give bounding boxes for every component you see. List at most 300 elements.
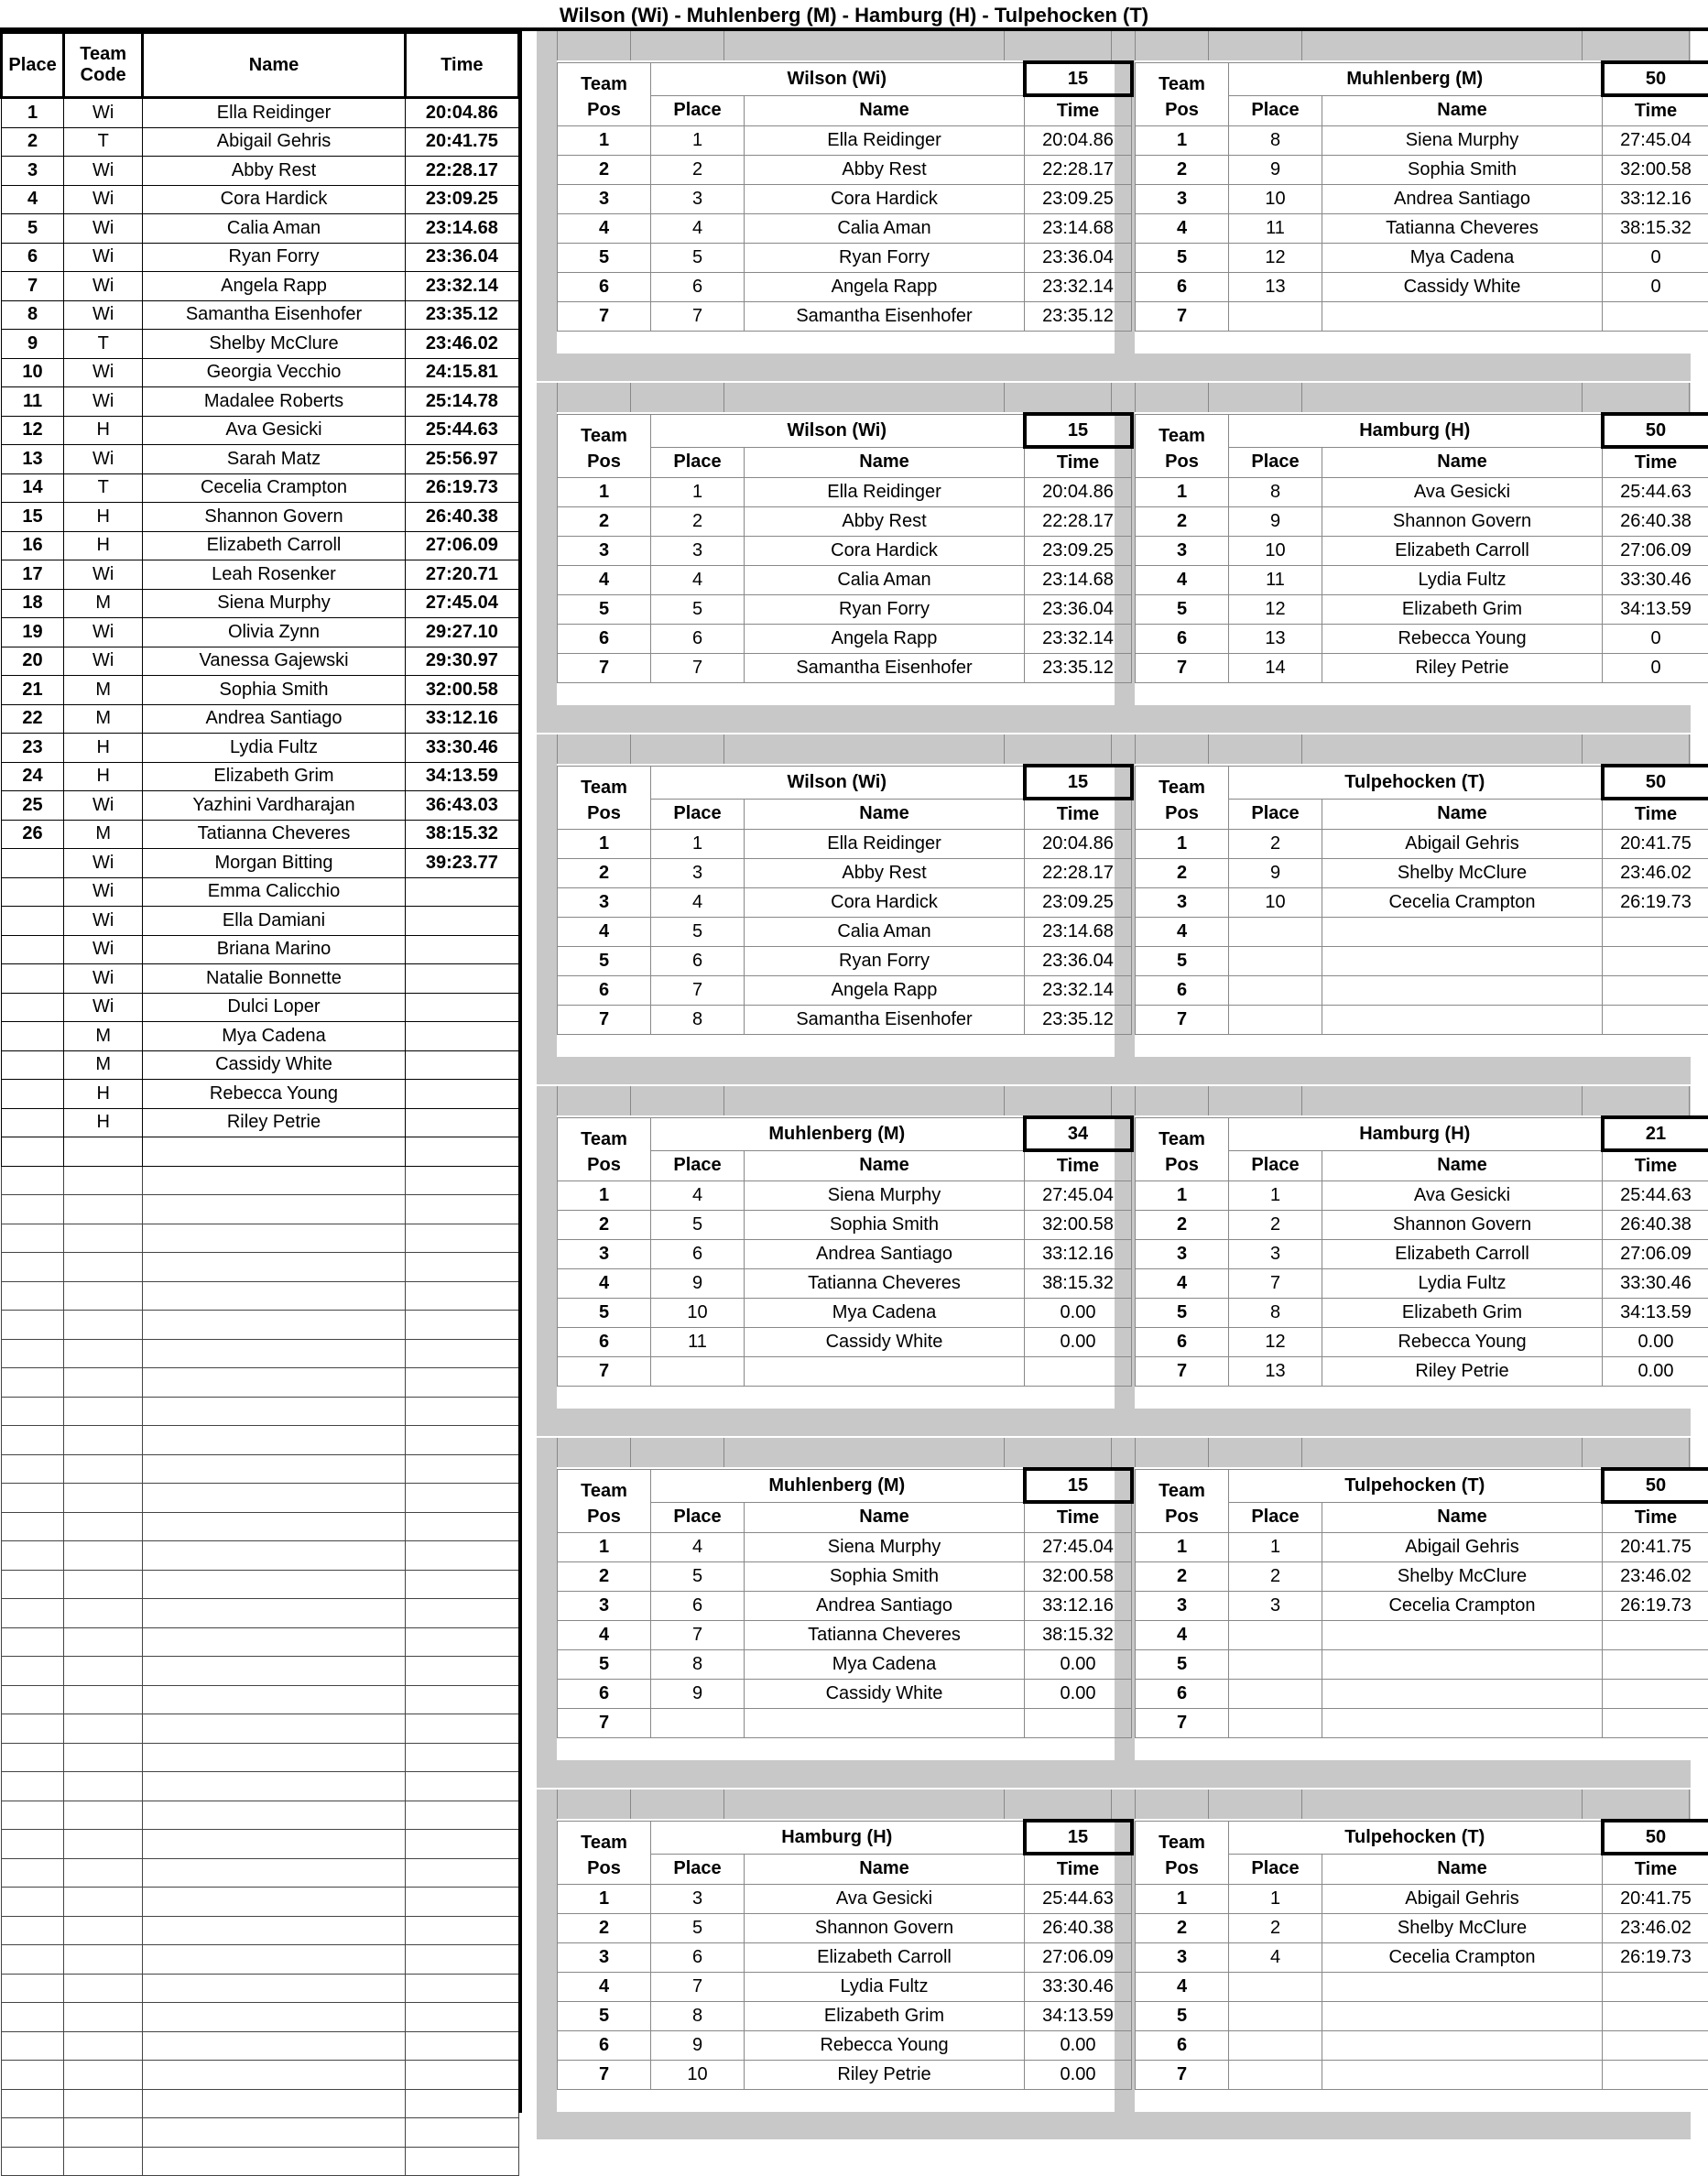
- table-row: [2, 2089, 519, 2118]
- overall-cell-code: Wi: [64, 214, 143, 244]
- column-header-row: [1136, 95, 1708, 126]
- overall-cell-place: 19: [2, 618, 64, 647]
- table-row: [1136, 214, 1708, 244]
- overall-cell-code: Wi: [64, 157, 143, 186]
- overall-cell-name: [143, 1888, 406, 1917]
- team-score: 50: [1603, 766, 1708, 799]
- place: 14: [1229, 654, 1322, 683]
- table-row: [2, 560, 519, 590]
- team-pos: 3: [558, 185, 651, 214]
- runner-time: [1603, 976, 1708, 1006]
- place: 9: [651, 1269, 745, 1299]
- strip-divider: [1111, 1086, 1112, 1115]
- team-score: 15: [1025, 62, 1132, 95]
- runner-time: 23:35.12: [1025, 1006, 1132, 1035]
- overall-cell-name: Leah Rosenker: [143, 560, 406, 590]
- team-pos: 6: [1136, 625, 1229, 654]
- team-pos: 5: [558, 244, 651, 273]
- overall-cell-place: [2, 2147, 64, 2176]
- runner-name: Andrea Santiago: [1322, 185, 1603, 214]
- place: 5: [651, 1562, 745, 1592]
- table-row: [2, 849, 519, 878]
- runner-name: Tatianna Cheveres: [745, 1621, 1025, 1650]
- overall-cell-name: [143, 1858, 406, 1888]
- team-pos: 6: [558, 625, 651, 654]
- overall-cell-time: 26:40.38: [405, 503, 518, 532]
- table-row: [2, 157, 519, 186]
- table-row: [1136, 273, 1708, 302]
- runner-name: Siena Murphy: [745, 1181, 1025, 1211]
- runner-time: 23:36.04: [1025, 595, 1132, 625]
- runner-name: Ella Reidinger: [745, 830, 1025, 859]
- team-header-row: [1136, 1821, 1708, 1854]
- runner-name: Angela Rapp: [745, 273, 1025, 302]
- strip-divider: [723, 1790, 724, 1819]
- table-row: [2, 1050, 519, 1080]
- overall-cell-code: Wi: [64, 272, 143, 301]
- table-row: [558, 1709, 1132, 1738]
- team-score: 21: [1603, 1117, 1708, 1150]
- overall-cell-name: [143, 1945, 406, 1975]
- place: [1229, 2031, 1322, 2061]
- overall-cell-time: [405, 1541, 518, 1571]
- column-header-row: [1136, 1150, 1708, 1181]
- overall-cell-code: [64, 1801, 143, 1830]
- strip-divider: [557, 383, 558, 412]
- team-label: Team: [558, 766, 651, 799]
- team-name: Muhlenberg (M): [1229, 62, 1603, 95]
- team-pos: 6: [558, 1328, 651, 1357]
- team-name: Muhlenberg (M): [651, 1117, 1025, 1150]
- overall-cell-place: [2, 1050, 64, 1080]
- overall-cell-name: [143, 2118, 406, 2148]
- left-gutter: [537, 1467, 557, 1760]
- table-row: [558, 1680, 1132, 1709]
- overall-cell-time: [405, 993, 518, 1022]
- place: 13: [1229, 1357, 1322, 1387]
- runner-name: Cora Hardick: [745, 888, 1025, 918]
- table-row: [558, 1533, 1132, 1562]
- team-label: Team: [1136, 414, 1229, 447]
- table-row: [558, 1914, 1132, 1943]
- overall-cell-time: [405, 2147, 518, 2176]
- place: 5: [651, 1914, 745, 1943]
- overall-cell-time: [405, 2061, 518, 2090]
- table-row: [558, 625, 1132, 654]
- runner-time: 23:32.14: [1025, 976, 1132, 1006]
- runner-name: Cora Hardick: [745, 537, 1025, 566]
- table-row: [1136, 888, 1708, 918]
- overall-cell-code: [64, 1830, 143, 1859]
- col-header-time: Time: [405, 33, 518, 98]
- dual-meet-block: [537, 1086, 1691, 1436]
- overall-cell-code: [64, 1945, 143, 1975]
- place-label: Place: [651, 799, 745, 830]
- strip-divider: [630, 734, 631, 764]
- overall-cell-name: Shelby McClure: [143, 330, 406, 359]
- place: 12: [1229, 1328, 1322, 1357]
- team-name: Hamburg (H): [651, 1821, 1025, 1854]
- team-pos: 7: [1136, 1709, 1229, 1738]
- team-pos: 4: [1136, 918, 1229, 947]
- name-label: Name: [745, 1150, 1025, 1181]
- runner-name: [1322, 1006, 1603, 1035]
- overall-cell-place: [2, 964, 64, 994]
- table-row: [1136, 1885, 1708, 1914]
- overall-cell-time: 24:15.81: [405, 358, 518, 387]
- table-row: [2, 1974, 519, 2003]
- place: 1: [651, 478, 745, 507]
- overall-cell-code: [64, 1166, 143, 1195]
- runner-time: 20:04.86: [1025, 126, 1132, 156]
- table-row: [1136, 537, 1708, 566]
- runner-name: Lydia Fultz: [745, 1973, 1025, 2002]
- runner-name: Mya Cadena: [745, 1299, 1025, 1328]
- place: 3: [651, 537, 745, 566]
- overall-cell-name: Lydia Fultz: [143, 734, 406, 763]
- runner-name: [1322, 1709, 1603, 1738]
- name-label: Name: [745, 447, 1025, 478]
- overall-cell-place: [2, 1685, 64, 1714]
- overall-cell-place: [2, 2031, 64, 2061]
- team-score: 15: [1025, 766, 1132, 799]
- overall-cell-name: [143, 1426, 406, 1455]
- overall-cell-name: [143, 1484, 406, 1513]
- overall-cell-name: [143, 1454, 406, 1484]
- runner-name: Calia Aman: [745, 214, 1025, 244]
- runner-name: Angela Rapp: [745, 625, 1025, 654]
- team-score-table-right: [1135, 1467, 1708, 1738]
- table-row: [558, 507, 1132, 537]
- place: 9: [1229, 507, 1322, 537]
- place-label: Place: [1229, 1854, 1322, 1885]
- overall-cell-code: [64, 1627, 143, 1657]
- overall-cell-code: [64, 1743, 143, 1772]
- table-row: [2, 445, 519, 474]
- left-gutter: [537, 764, 557, 1057]
- overall-cell-code: [64, 1714, 143, 1744]
- overall-cell-time: [405, 1050, 518, 1080]
- strip-divider: [1582, 1790, 1583, 1819]
- table-row: [558, 1592, 1132, 1621]
- overall-cell-time: [405, 1484, 518, 1513]
- runner-name: Andrea Santiago: [745, 1240, 1025, 1269]
- strip-divider: [1689, 31, 1690, 60]
- overall-cell-time: [405, 2031, 518, 2061]
- time-label: Time: [1603, 799, 1708, 830]
- table-row: [1136, 1269, 1708, 1299]
- column-header-row: [558, 1150, 1132, 1181]
- team-pos: 3: [1136, 888, 1229, 918]
- overall-cell-name: [143, 1714, 406, 1744]
- overall-cell-time: 33:12.16: [405, 704, 518, 734]
- overall-cell-code: [64, 1137, 143, 1167]
- runner-name: Riley Petrie: [1322, 1357, 1603, 1387]
- overall-cell-code: [64, 1224, 143, 1253]
- runner-name: Cora Hardick: [745, 185, 1025, 214]
- place: 3: [651, 185, 745, 214]
- column-header-row: [558, 1854, 1132, 1885]
- team-pos: 3: [558, 888, 651, 918]
- runner-name: Calia Aman: [745, 566, 1025, 595]
- table-row: [2, 762, 519, 791]
- table-row: [2, 1541, 519, 1571]
- overall-cell-place: [2, 2118, 64, 2148]
- place: 7: [1229, 1269, 1322, 1299]
- overall-cell-place: [2, 1974, 64, 2003]
- runner-time: 0.00: [1603, 1328, 1708, 1357]
- overall-cell-code: [64, 1657, 143, 1686]
- place: 4: [651, 888, 745, 918]
- overall-cell-code: Wi: [64, 300, 143, 330]
- overall-cell-code: M: [64, 589, 143, 618]
- team-label: Team: [1136, 62, 1229, 95]
- overall-cell-place: 13: [2, 445, 64, 474]
- overall-cell-name: [143, 1743, 406, 1772]
- overall-cell-name: [143, 1541, 406, 1571]
- overall-cell-place: [2, 1368, 64, 1398]
- runner-time: 38:15.32: [1025, 1621, 1132, 1650]
- strip-divider: [723, 383, 724, 412]
- table-row: [2, 98, 519, 128]
- runner-name: Mya Cadena: [745, 1650, 1025, 1680]
- place: [1229, 1621, 1322, 1650]
- overall-cell-time: [405, 1888, 518, 1917]
- time-label: Time: [1025, 95, 1132, 126]
- table-row: [2, 473, 519, 503]
- place: [651, 1709, 745, 1738]
- time-label: Time: [1025, 1854, 1132, 1885]
- runner-time: 32:00.58: [1025, 1211, 1132, 1240]
- strip-divider: [1135, 1790, 1136, 1819]
- overall-cell-name: Ava Gesicki: [143, 416, 406, 445]
- overall-cell-place: [2, 1541, 64, 1571]
- overall-cell-place: 6: [2, 243, 64, 272]
- team-pos: 2: [558, 1211, 651, 1240]
- place: 4: [1229, 1943, 1322, 1973]
- table-row: [2, 734, 519, 763]
- runner-time: 0.00: [1025, 1680, 1132, 1709]
- table-row: [1136, 947, 1708, 976]
- runner-name: Cassidy White: [1322, 273, 1603, 302]
- left-gutter: [537, 1819, 557, 2112]
- runner-name: Ava Gesicki: [1322, 1181, 1603, 1211]
- overall-cell-time: 34:13.59: [405, 762, 518, 791]
- table-row: [1136, 302, 1708, 332]
- team-pos: 7: [558, 302, 651, 332]
- place: [1229, 1680, 1322, 1709]
- runner-name: Elizabeth Grim: [1322, 595, 1603, 625]
- overall-cell-time: 20:04.86: [405, 98, 518, 128]
- place-label: Place: [1229, 1150, 1322, 1181]
- runner-name: Shelby McClure: [1322, 859, 1603, 888]
- table-row: [2, 1685, 519, 1714]
- overall-cell-place: [2, 1080, 64, 1109]
- overall-cell-place: [2, 1224, 64, 1253]
- runner-name: [1322, 947, 1603, 976]
- table-row: [1136, 654, 1708, 683]
- strip-divider: [1135, 1086, 1136, 1115]
- overall-cell-place: 23: [2, 734, 64, 763]
- place: 9: [1229, 156, 1322, 185]
- overall-cell-place: [2, 1108, 64, 1137]
- overall-cell-time: [405, 907, 518, 936]
- team-score-table-left: [557, 412, 1134, 683]
- overall-cell-time: 29:27.10: [405, 618, 518, 647]
- place: 6: [651, 1943, 745, 1973]
- overall-cell-name: Yazhini Vardharajan: [143, 791, 406, 821]
- runner-time: [1603, 302, 1708, 332]
- runner-time: [1603, 1973, 1708, 2002]
- runner-name: Elizabeth Carroll: [1322, 537, 1603, 566]
- pos-label: Pos: [1136, 1854, 1229, 1885]
- table-row: [2, 1224, 519, 1253]
- runner-time: 23:14.68: [1025, 918, 1132, 947]
- time-label: Time: [1603, 1150, 1708, 1181]
- place: [1229, 1650, 1322, 1680]
- overall-cell-code: Wi: [64, 618, 143, 647]
- table-row: [2, 1627, 519, 1657]
- overall-cell-time: [405, 1426, 518, 1455]
- overall-cell-name: [143, 1339, 406, 1368]
- overall-cell-name: Abby Rest: [143, 157, 406, 186]
- name-label: Name: [1322, 447, 1603, 478]
- runner-name: Lydia Fultz: [1322, 566, 1603, 595]
- team-pos: 1: [1136, 478, 1229, 507]
- place: 2: [1229, 830, 1322, 859]
- overall-cell-name: Sarah Matz: [143, 445, 406, 474]
- place: 9: [1229, 859, 1322, 888]
- table-row: [558, 654, 1132, 683]
- overall-cell-time: [405, 1512, 518, 1541]
- place: 4: [651, 1533, 745, 1562]
- overall-cell-time: [405, 1454, 518, 1484]
- overall-cell-code: H: [64, 1080, 143, 1109]
- overall-cell-code: T: [64, 473, 143, 503]
- team-pos: 5: [1136, 1299, 1229, 1328]
- table-row: [2, 993, 519, 1022]
- team-pos: 3: [558, 1240, 651, 1269]
- pos-label: Pos: [1136, 1150, 1229, 1181]
- overall-cell-place: [2, 1570, 64, 1599]
- overall-cell-time: [405, 1570, 518, 1599]
- table-row: [2, 1830, 519, 1859]
- strip-divider: [630, 1086, 631, 1115]
- overall-cell-time: 22:28.17: [405, 157, 518, 186]
- overall-cell-place: 22: [2, 704, 64, 734]
- overall-cell-code: [64, 1570, 143, 1599]
- overall-header-row: [2, 33, 519, 98]
- team-label: Team: [558, 62, 651, 95]
- runner-name: Abby Rest: [745, 507, 1025, 537]
- overall-cell-place: [2, 1714, 64, 1744]
- place: 8: [1229, 478, 1322, 507]
- overall-cell-name: [143, 1281, 406, 1311]
- runner-name: [1322, 976, 1603, 1006]
- overall-cell-code: [64, 1311, 143, 1340]
- runner-time: 26:40.38: [1025, 1914, 1132, 1943]
- table-row: [2, 1108, 519, 1137]
- overall-cell-code: [64, 1454, 143, 1484]
- runner-name: Ryan Forry: [745, 947, 1025, 976]
- pos-label: Pos: [1136, 1502, 1229, 1533]
- table-row: [2, 1599, 519, 1628]
- overall-cell-code: M: [64, 676, 143, 705]
- strip-divider: [1004, 383, 1005, 412]
- runner-time: 23:46.02: [1603, 1914, 1708, 1943]
- overall-cell-name: [143, 1974, 406, 2003]
- runner-name: Cecelia Crampton: [1322, 1592, 1603, 1621]
- runner-time: 33:12.16: [1025, 1240, 1132, 1269]
- overall-cell-place: 16: [2, 531, 64, 560]
- table-row: [558, 1650, 1132, 1680]
- name-label: Name: [745, 1854, 1025, 1885]
- team-pos: 3: [558, 1943, 651, 1973]
- overall-cell-time: [405, 1858, 518, 1888]
- overall-cell-name: Ryan Forry: [143, 243, 406, 272]
- pos-label: Pos: [558, 447, 651, 478]
- runner-time: [1025, 1709, 1132, 1738]
- footer-strip: [537, 1057, 1691, 1084]
- place: 6: [651, 625, 745, 654]
- team-pos: 7: [1136, 2061, 1229, 2090]
- team-header-row: [558, 414, 1132, 447]
- overall-cell-code: Wi: [64, 964, 143, 994]
- runner-name: [1322, 1973, 1603, 2002]
- place: 12: [1229, 244, 1322, 273]
- runner-time: 27:06.09: [1603, 537, 1708, 566]
- strip-divider: [1582, 31, 1583, 60]
- place: 2: [651, 507, 745, 537]
- overall-cell-place: [2, 1830, 64, 1859]
- team-pos: 3: [1136, 185, 1229, 214]
- place: 8: [651, 1650, 745, 1680]
- team-pos: 6: [1136, 1680, 1229, 1709]
- overall-cell-code: [64, 1281, 143, 1311]
- table-row: [2, 1714, 519, 1744]
- table-row: [1136, 918, 1708, 947]
- strip-divider: [1208, 1086, 1209, 1115]
- overall-cell-time: [405, 1657, 518, 1686]
- runner-time: [1603, 947, 1708, 976]
- place: 7: [651, 302, 745, 332]
- name-label: Name: [1322, 1502, 1603, 1533]
- team-header-row: [558, 1821, 1132, 1854]
- strip-divider: [1582, 383, 1583, 412]
- runner-name: Elizabeth Grim: [745, 2002, 1025, 2031]
- runner-name: [1322, 918, 1603, 947]
- overall-cell-name: [143, 1916, 406, 1945]
- overall-cell-name: Elizabeth Carroll: [143, 531, 406, 560]
- table-row: [558, 126, 1132, 156]
- name-label: Name: [1322, 1150, 1603, 1181]
- overall-cell-place: 20: [2, 647, 64, 676]
- team-score-table-right: [1135, 764, 1708, 1035]
- overall-cell-place: [2, 1397, 64, 1426]
- team-pos: 2: [558, 859, 651, 888]
- runner-time: 23:14.68: [1025, 214, 1132, 244]
- table-row: [2, 1137, 519, 1167]
- table-row: [2, 618, 519, 647]
- strip-divider: [1301, 383, 1302, 412]
- table-row: [558, 1943, 1132, 1973]
- pos-label: Pos: [558, 95, 651, 126]
- table-row: [1136, 1533, 1708, 1562]
- table-row: [1136, 1914, 1708, 1943]
- table-row: [2, 1512, 519, 1541]
- table-row: [1136, 1328, 1708, 1357]
- col-header-name: Name: [143, 33, 406, 98]
